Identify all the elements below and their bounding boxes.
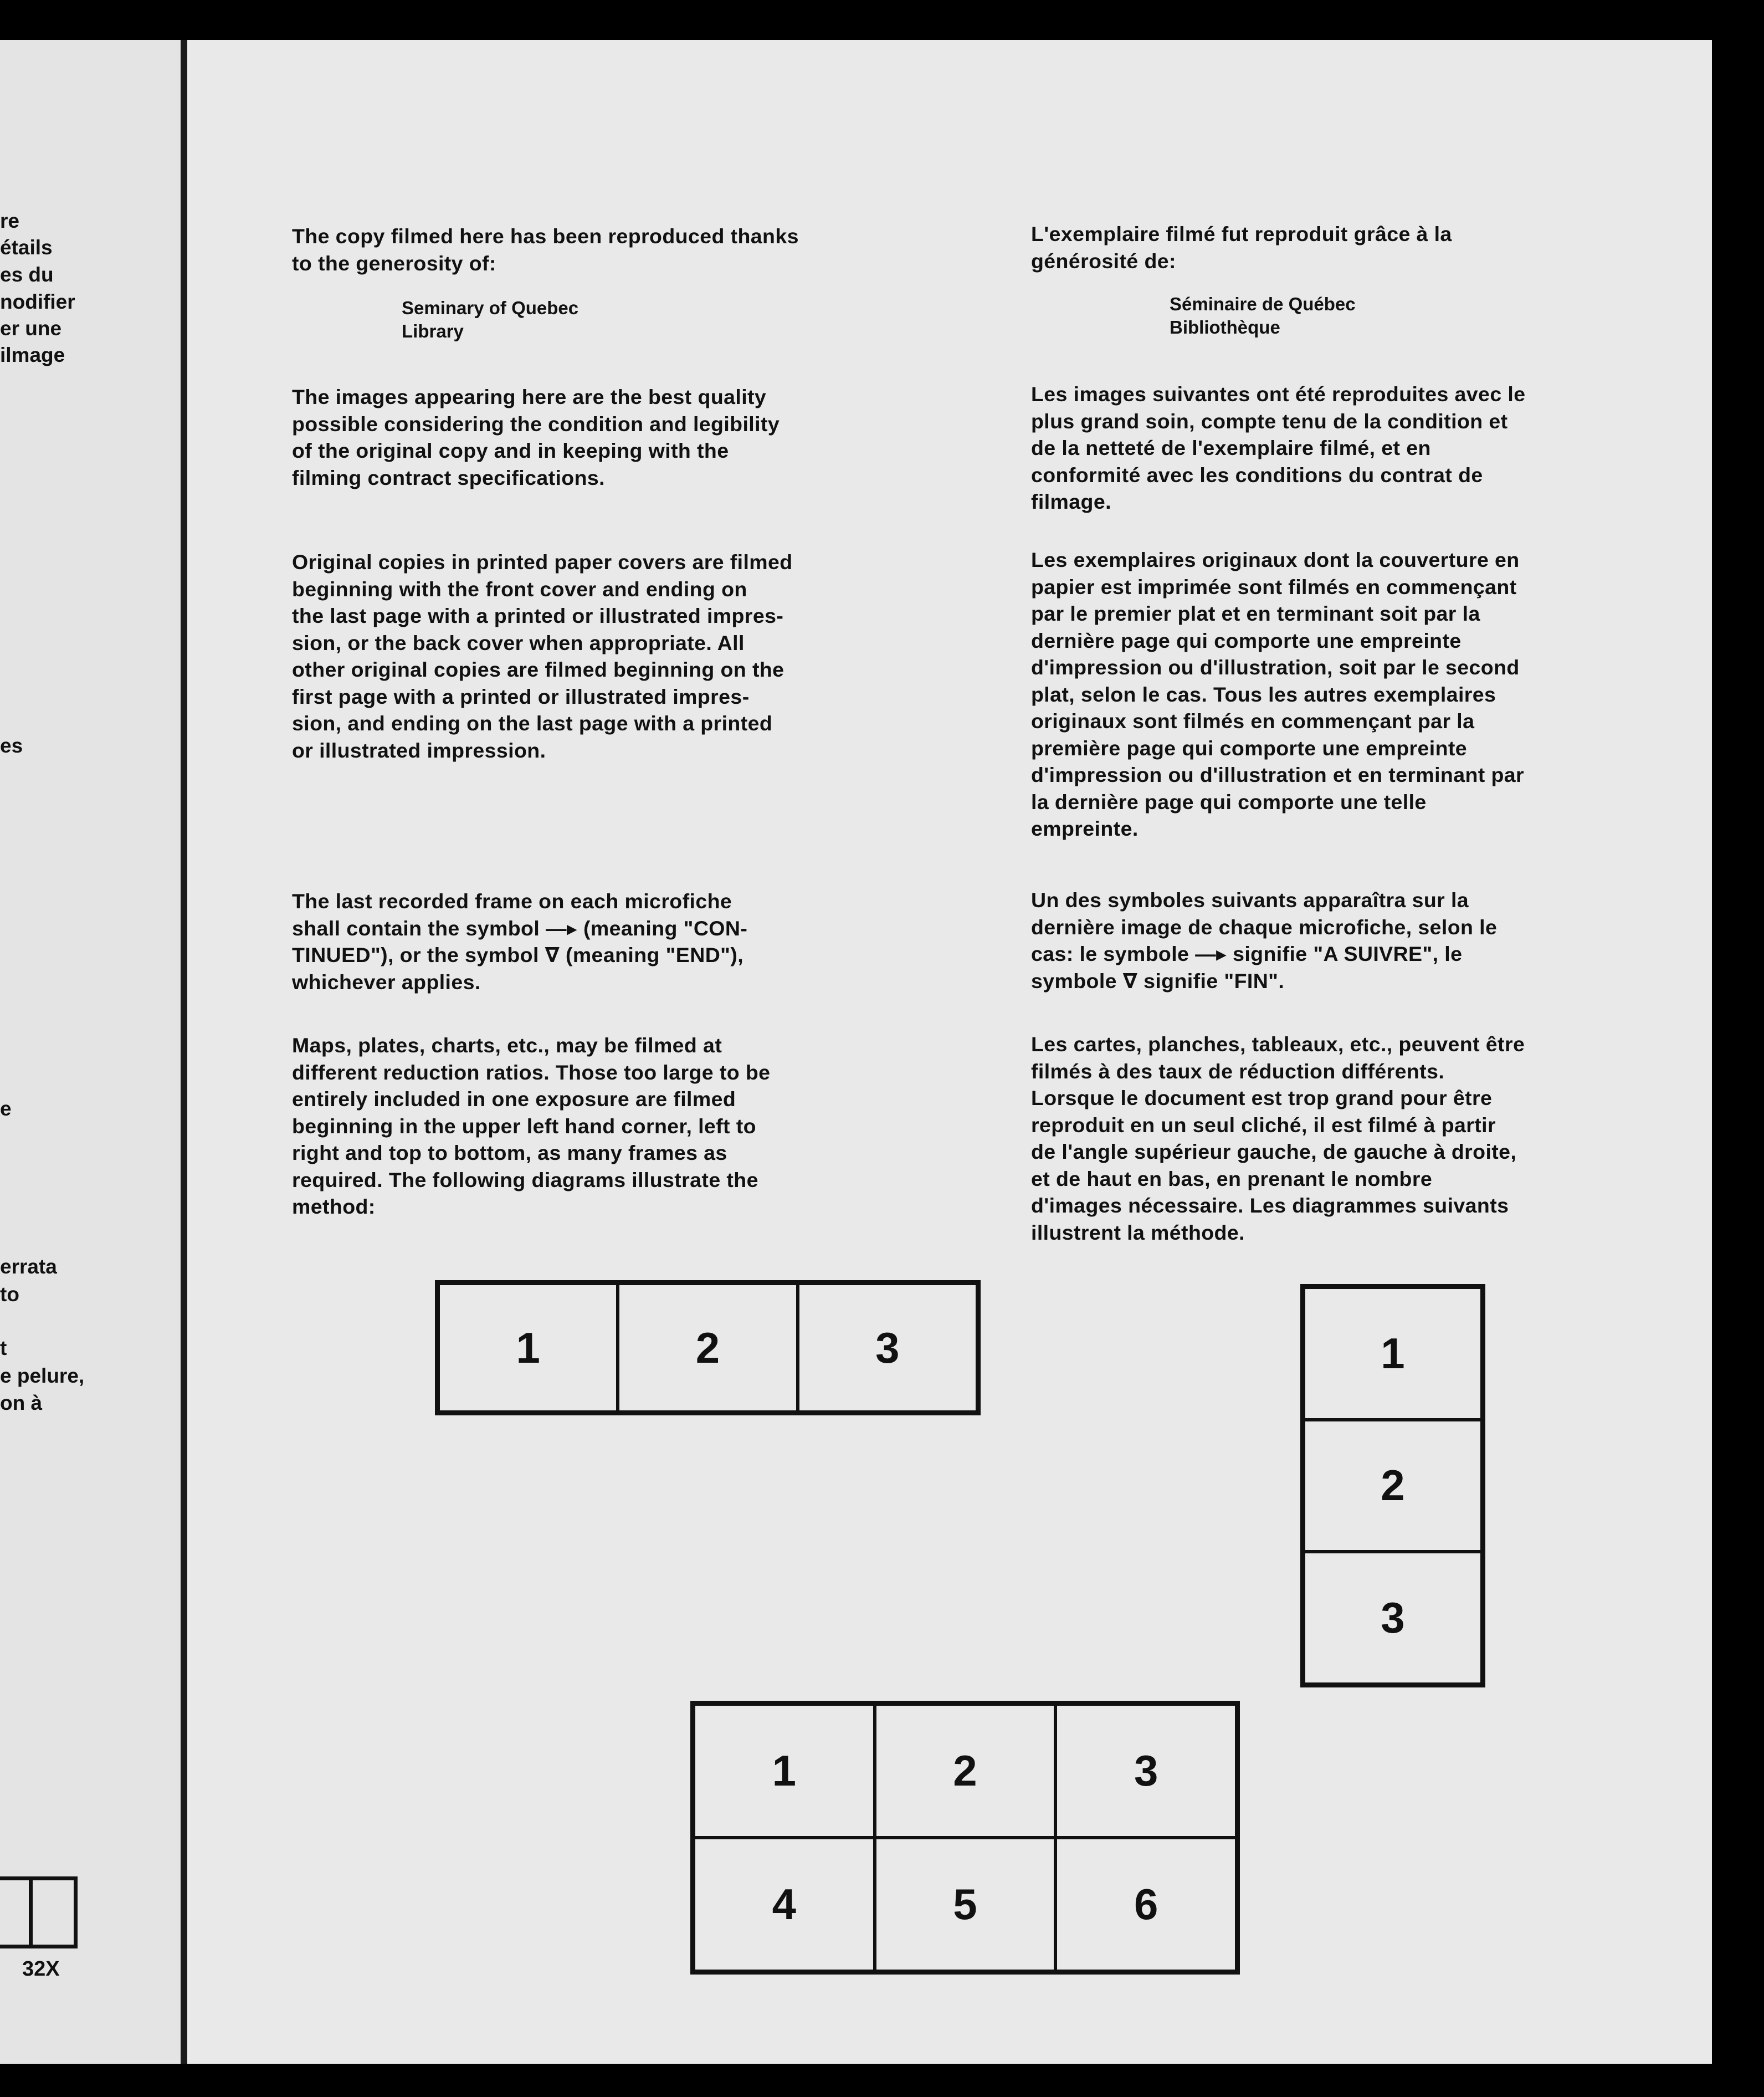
fragment-line: nodifier: [0, 290, 75, 313]
page-gutter: [181, 40, 187, 2064]
french-quality: Les images suivantes ont été reproduites avec le plus grand soin, compte tenu de la condition et de la netteté de l'exemplaire filmé, et en conformité avec les conditions du contrat de filmage.: [1031, 382, 1526, 513]
french-intro: L'exemplaire filmé fut reproduit grâce à la générosité de:: [1031, 222, 1452, 273]
diagram-grid: [690, 1701, 1240, 1975]
diagram-frame: 4: [694, 1838, 875, 1971]
resolution-target-boxes: [0, 1876, 78, 1948]
english-covers: Original copies in printed paper covers are filmed beginning with the front cover and ending on the last page with a printed or illustrated impres- sion, or the back cover when appropriate. All other original copies are filmed beginning on the first page with a printed or illustrated impres- sion, and ending on the last page with a printed or illustrated impression.: [292, 550, 793, 762]
english-institution: Seminary of Quebec Library: [402, 298, 579, 341]
previous-page-fragment: [0, 40, 181, 2064]
fragment-line: ilmage: [0, 344, 65, 366]
diagram-frame: 1: [694, 1704, 875, 1838]
french-covers: Les exemplaires originaux dont la couverture en papier est imprimée sont filmés en commençant par le premier plat et en terminant soit par la dernière page qui comporte une empreinte d'impression ou d'illustration, soit par le second plat, selon le cas. Tous les autres exemplaires originaux sont filmés en commençant par la première page qui comporte une empreinte d'impression ou d'illustration et en terminant par la dernière page qui comporte une telle empreinte.: [1031, 548, 1525, 840]
fragment-line: e: [0, 1097, 12, 1120]
diagram-frame: 5: [875, 1838, 1056, 1971]
diagram-horizontal: [435, 1280, 981, 1415]
fragment-line: t: [0, 1337, 7, 1359]
microfiche-notice-page: [187, 40, 1712, 2064]
diagram-frame: 3: [1304, 1552, 1482, 1684]
diagram-frame: 2: [618, 1283, 797, 1412]
diagram-vertical: [1300, 1284, 1485, 1687]
diagram-frame: 2: [1304, 1420, 1482, 1552]
fragment-line: étails: [0, 236, 53, 259]
diagram-frame: 2: [875, 1704, 1056, 1838]
french-symbols: Un des symboles suivants apparaîtra sur la dernière image de chaque microfiche, selon le cas: le symbole —▸ signifie "A SUIVRE", le symbole ∇ signifie "FIN".: [1031, 888, 1498, 993]
diagram-frame: 1: [1304, 1287, 1482, 1420]
diagram-frame: 3: [1055, 1704, 1237, 1838]
fragment-line: er une: [0, 317, 62, 340]
fragment-line: errata: [0, 1255, 57, 1278]
diagram-frame: 3: [798, 1283, 977, 1412]
english-intro: The copy filmed here has been reproduced thanks to the generosity of:: [292, 224, 799, 275]
fragment-line: es: [0, 734, 23, 757]
diagram-frame: 6: [1055, 1838, 1237, 1971]
resolution-target-label: 32X: [22, 1957, 60, 1981]
english-maps: Maps, plates, charts, etc., may be filmed at different reduction ratios. Those too large to be entirely included in one exposure are filmed beginning in the upper left hand corner, left to right and top to bottom, as many frames as required. The following diagrams illustrate the method:: [292, 1034, 771, 1218]
fragment-line: to: [0, 1283, 19, 1306]
fragment-line: e pelure,: [0, 1364, 85, 1387]
english-symbols: The last recorded frame on each microfiche shall contain the symbol —▸ (meaning "CON- TINUED"), or the symbol ∇ (meaning "END"), whichever applies.: [292, 889, 748, 994]
french-institution: Séminaire de Québec Bibliothèque: [1170, 294, 1356, 337]
french-maps: Les cartes, planches, tableaux, etc., peuvent être filmés à des taux de réduction différents. Lorsque le document est trop grand pour être reproduit en un seul cliché, il est filmé à partir de l'angle supérieur gauche, de gauche à droite, et de haut en bas, en prenant le nombre d'images nécessaire. Les diagrammes suivants illustrent la méthode.: [1031, 1032, 1525, 1244]
fragment-line: on à: [0, 1392, 43, 1414]
diagram-frame: 1: [438, 1283, 618, 1412]
fragment-line: re: [0, 209, 19, 232]
fragment-line: es du: [0, 263, 54, 286]
english-quality: The images appearing here are the best quality possible considering the condition and legibility of the original copy and in keeping with the filming contract specifications.: [292, 385, 780, 489]
